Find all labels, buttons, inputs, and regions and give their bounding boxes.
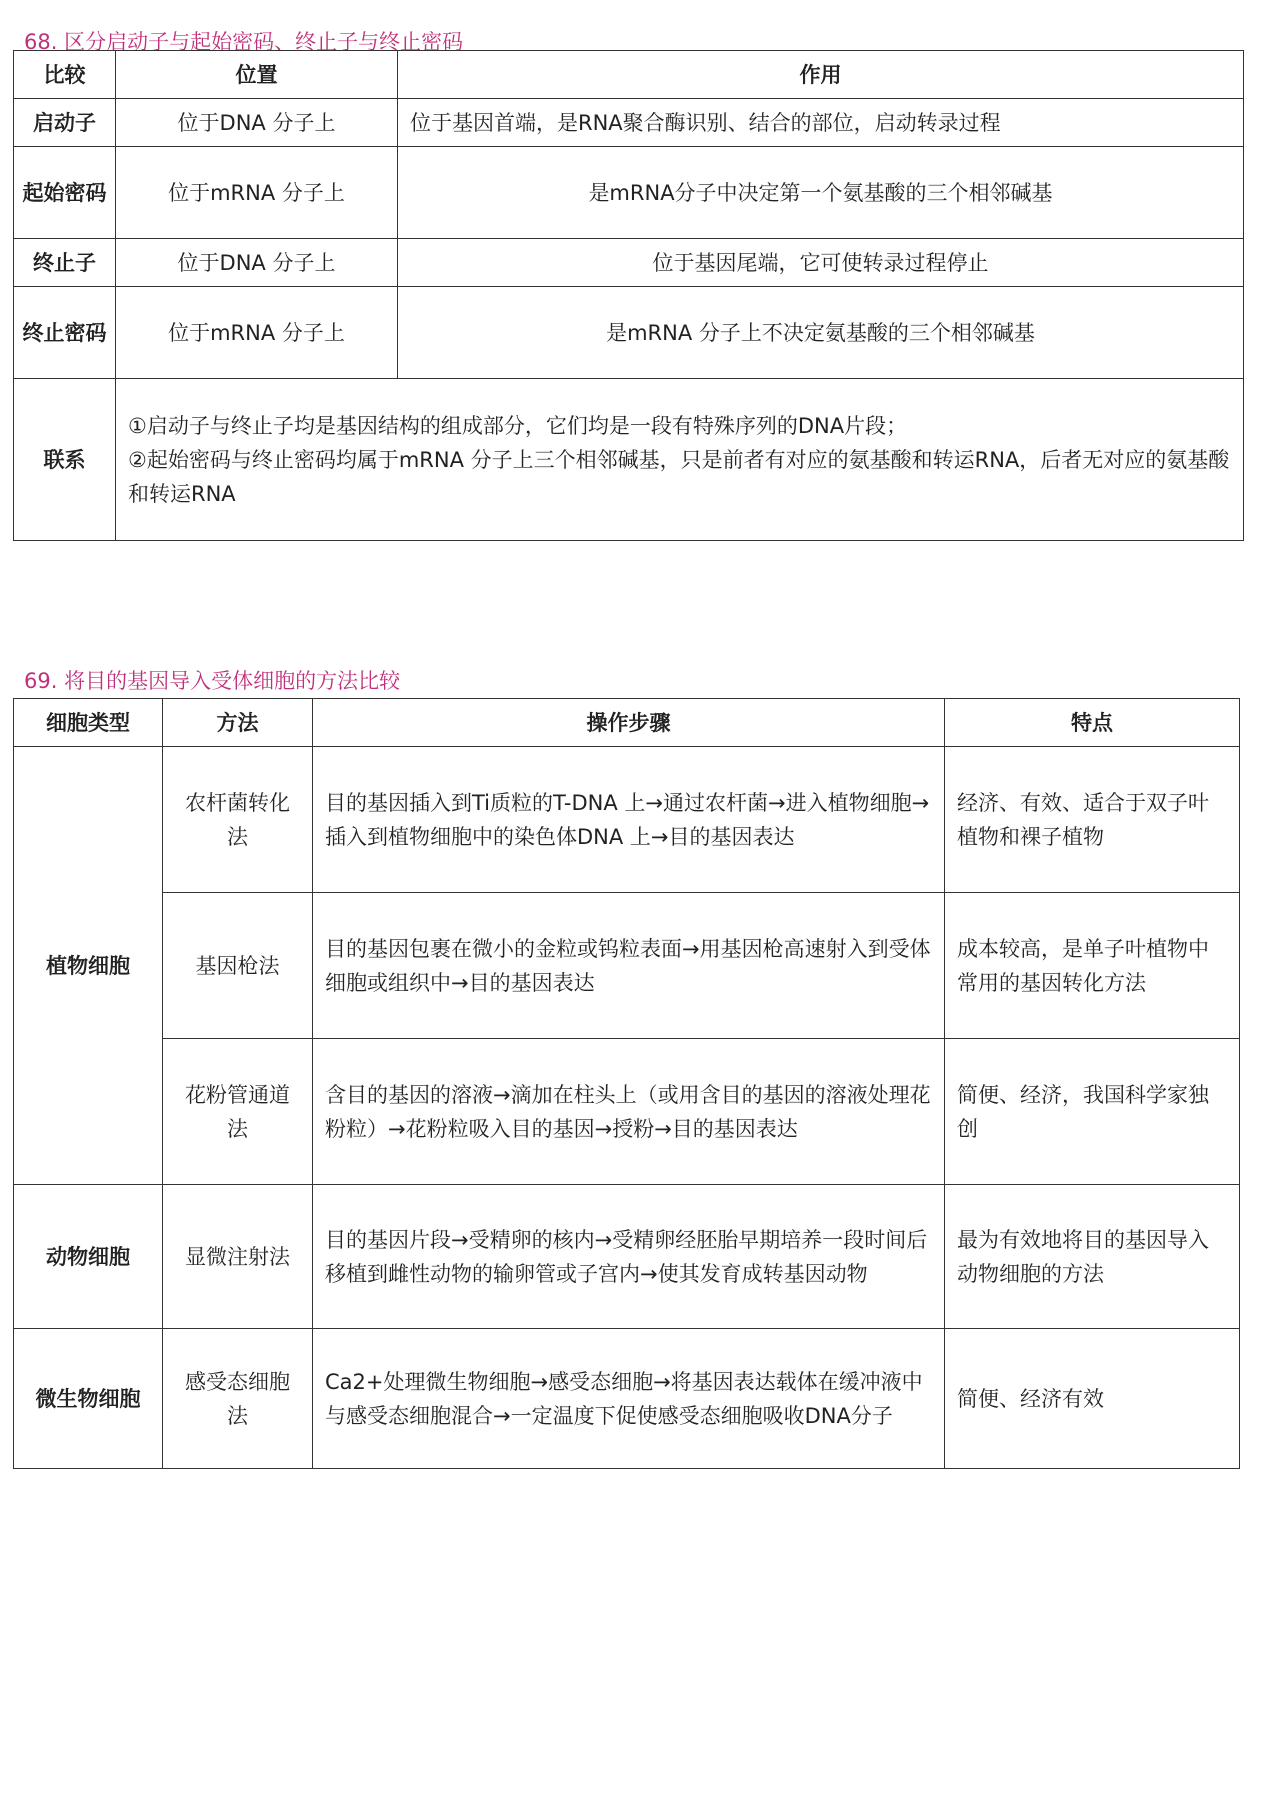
table-row bbox=[14, 239, 1244, 287]
feature-cell: 最为有效地将目的基因导入动物细胞的方法 bbox=[945, 1185, 1240, 1329]
steps-cell: 含目的基因的溶液→滴加在柱头上（或用含目的基因的溶液处理花粉粒）→花粉粒吸入目的基因→授粉→目的基因表达 bbox=[313, 1039, 945, 1185]
table-row bbox=[14, 1039, 1240, 1185]
row-position: 位于DNA 分子上 bbox=[116, 99, 398, 147]
row-label: 终止子 bbox=[14, 239, 116, 287]
table-row bbox=[14, 287, 1244, 379]
table-68 bbox=[13, 50, 1244, 541]
row-label: 终止密码 bbox=[14, 287, 116, 379]
table-row bbox=[14, 1185, 1240, 1329]
steps-cell: 目的基因包裹在微小的金粒或钨粒表面→用基因枪高速射入到受体细胞或组织中→目的基因表达 bbox=[313, 893, 945, 1039]
relation-line-1: ①启动子与终止子均是基因结构的组成部分，它们均是一段有特殊序列的DNA片段； bbox=[128, 413, 908, 438]
row-role: 位于基因首端，是RNA聚合酶识别、结合的部位，启动转录过程 bbox=[398, 99, 1244, 147]
row-position: 位于mRNA 分子上 bbox=[116, 147, 398, 239]
relation-row bbox=[14, 379, 1244, 541]
feature-cell: 简便、经济，我国科学家独创 bbox=[945, 1039, 1240, 1185]
table-row bbox=[14, 893, 1240, 1039]
section-69-title: 69. 将目的基因导入受体细胞的方法比较 bbox=[24, 669, 401, 693]
method-cell: 感受态细胞法 bbox=[163, 1329, 313, 1469]
feature-cell: 经济、有效、适合于双子叶植物和裸子植物 bbox=[945, 747, 1240, 893]
method-cell: 基因枪法 bbox=[163, 893, 313, 1039]
row-label: 起始密码 bbox=[14, 147, 116, 239]
steps-cell: Ca2+处理微生物细胞→感受态细胞→将基因表达载体在缓冲液中与感受态细胞混合→一定温度下促使感受态细胞吸收DNA分子 bbox=[313, 1329, 945, 1469]
steps-cell: 目的基因插入到Ti质粒的T-DNA 上→通过农杆菌→进入植物细胞→插入到植物细胞中的染色体DNA 上→目的基因表达 bbox=[313, 747, 945, 893]
table-69 bbox=[13, 698, 1240, 1469]
row-label: 启动子 bbox=[14, 99, 116, 147]
table-row bbox=[14, 99, 1244, 147]
header-steps: 操作步骤 bbox=[313, 699, 945, 747]
header-role: 作用 bbox=[398, 51, 1244, 99]
microbe-cell-label: 微生物细胞 bbox=[14, 1329, 163, 1469]
method-cell: 花粉管通道法 bbox=[163, 1039, 313, 1185]
animal-cell-label: 动物细胞 bbox=[14, 1185, 163, 1329]
feature-cell: 简便、经济有效 bbox=[945, 1329, 1240, 1469]
section-68-title: 68. 区分启动子与起始密码、终止子与终止密码 bbox=[24, 30, 464, 54]
header-position: 位置 bbox=[116, 51, 398, 99]
row-role: 是mRNA 分子上不决定氨基酸的三个相邻碱基 bbox=[398, 287, 1244, 379]
table-row bbox=[14, 747, 1240, 893]
relation-label: 联系 bbox=[14, 379, 116, 541]
table-row bbox=[14, 1329, 1240, 1469]
table-row bbox=[14, 147, 1244, 239]
row-role: 是mRNA分子中决定第一个氨基酸的三个相邻碱基 bbox=[398, 147, 1244, 239]
header-feature: 特点 bbox=[945, 699, 1240, 747]
method-cell: 显微注射法 bbox=[163, 1185, 313, 1329]
row-position: 位于mRNA 分子上 bbox=[116, 287, 398, 379]
table-69-header-row bbox=[14, 699, 1240, 747]
row-role: 位于基因尾端，它可使转录过程停止 bbox=[398, 239, 1244, 287]
table-68-header-row bbox=[14, 51, 1244, 99]
feature-cell: 成本较高，是单子叶植物中常用的基因转化方法 bbox=[945, 893, 1240, 1039]
plant-cell-label: 植物细胞 bbox=[14, 747, 163, 1185]
relation-content bbox=[116, 379, 1244, 541]
row-position: 位于DNA 分子上 bbox=[116, 239, 398, 287]
relation-line-2: ②起始密码与终止密码均属于mRNA 分子上三个相邻碱基，只是前者有对应的氨基酸和转运RNA，后者无对应的氨基酸和转运RNA bbox=[128, 447, 1230, 506]
header-cell-type: 细胞类型 bbox=[14, 699, 163, 747]
method-cell: 农杆菌转化法 bbox=[163, 747, 313, 893]
steps-cell: 目的基因片段→受精卵的核内→受精卵经胚胎早期培养一段时间后移植到雌性动物的输卵管或子宫内→使其发育成转基因动物 bbox=[313, 1185, 945, 1329]
header-compare: 比较 bbox=[14, 51, 116, 99]
header-method: 方法 bbox=[163, 699, 313, 747]
